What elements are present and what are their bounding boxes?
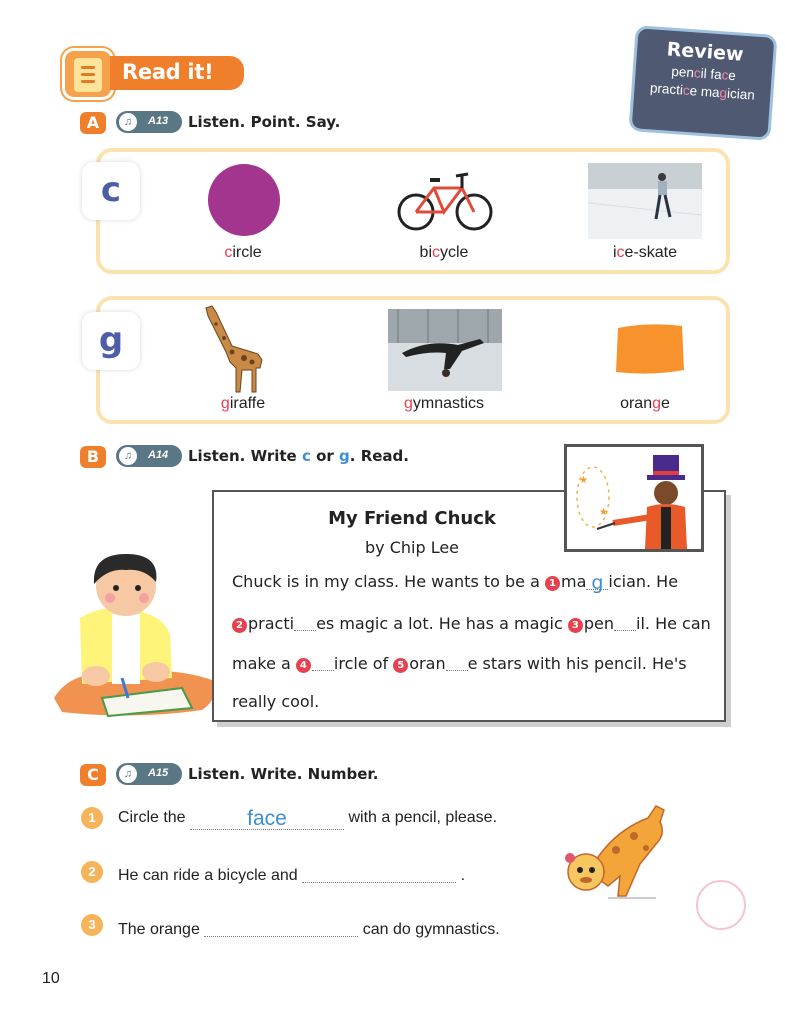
pink-circle-decoration <box>696 880 746 930</box>
blank-1-answer[interactable]: g <box>586 572 608 590</box>
review-highlight: c <box>721 67 729 83</box>
review-highlight: g <box>719 85 728 101</box>
ice-skate-image <box>588 163 702 239</box>
sentence-text: Circle the <box>118 809 186 826</box>
review-title: Review <box>666 38 745 66</box>
review-text: e <box>727 67 737 84</box>
story-text: e stars with his pencil. He's <box>467 654 687 673</box>
section-a-instruction: Listen. Point. Say. <box>188 113 341 131</box>
blank-number-5: 5 <box>393 658 408 673</box>
story-text: ma <box>560 572 587 591</box>
word-part: ycle <box>440 244 469 261</box>
story-line-2 <box>232 613 711 633</box>
blank-3[interactable] <box>614 613 636 631</box>
audio-button-a15[interactable] <box>116 763 182 785</box>
word-highlight: c <box>616 244 625 261</box>
sentence-text: He can ride a bicycle and <box>118 867 298 884</box>
giraffe-image <box>200 302 272 394</box>
word-part: ircle <box>232 244 262 261</box>
page-title: Read it! <box>122 60 214 84</box>
word-giraffe <box>168 395 318 413</box>
story-text: make a <box>232 654 296 673</box>
word-part: i <box>612 244 617 261</box>
word-highlight: g <box>220 395 230 412</box>
word-part: iraffe <box>229 395 266 412</box>
story-text: practi <box>248 614 295 633</box>
magician-illustration <box>567 447 701 549</box>
sentence-text: can do gymnastics. <box>362 921 500 938</box>
word-highlight: g <box>403 395 413 412</box>
blank-number-1: 1 <box>545 576 560 591</box>
word-bicycle <box>369 244 519 262</box>
item-2-answer[interactable] <box>302 863 456 883</box>
sentence-text: . <box>460 867 466 884</box>
blank-5[interactable] <box>446 653 468 671</box>
gymnastics-image <box>388 309 502 391</box>
story-line-3 <box>232 653 687 673</box>
speaker-icon: ♫ <box>119 113 137 131</box>
orange-color-image <box>612 322 686 376</box>
instruction-text: Listen. Write <box>188 447 302 465</box>
story-title: My Friend Chuck <box>328 508 496 529</box>
item-number-3: 3 <box>81 914 103 936</box>
item-2-sentence <box>118 863 465 885</box>
word-part: bi <box>419 244 432 261</box>
audio-code: A13 <box>148 115 169 127</box>
bicycle-image <box>396 166 494 234</box>
read-icon <box>62 48 114 100</box>
section-a-badge: A <box>80 112 106 134</box>
word-gymnastics <box>369 395 519 413</box>
word-highlight: c <box>432 244 440 261</box>
audio-button-a13[interactable] <box>116 111 182 133</box>
word-highlight: c <box>224 244 233 261</box>
magician-picture-frame <box>564 444 704 552</box>
word-ice-skate <box>570 244 720 262</box>
word-highlight: g <box>652 395 662 412</box>
boy-writing-illustration <box>52 548 222 720</box>
svg-text:★: ★ <box>599 507 608 518</box>
story-text: Chuck is in my class. He wants to be a <box>232 572 545 591</box>
blank-number-4: 4 <box>296 658 311 673</box>
section-b-badge: B <box>80 446 106 468</box>
item-1-answer[interactable]: face <box>190 810 344 830</box>
audio-button-a14[interactable] <box>116 445 182 467</box>
review-text: pen <box>670 63 695 81</box>
audio-code: A15 <box>148 767 169 779</box>
item-number-2: 2 <box>81 861 103 883</box>
blank-number-2: 2 <box>232 618 247 633</box>
section-b-instruction <box>188 447 409 465</box>
review-highlight: c <box>682 82 691 99</box>
instruction-text: or <box>310 447 340 465</box>
letter-card-g: g <box>82 312 140 370</box>
audio-code: A14 <box>148 449 169 461</box>
review-text: il fa <box>700 65 723 83</box>
review-text: practi <box>649 80 684 98</box>
speaker-icon: ♫ <box>119 447 137 465</box>
review-text: e ma <box>689 83 721 101</box>
section-c-badge: C <box>80 764 106 786</box>
word-orange <box>570 395 720 413</box>
letter-card-c: c <box>82 162 140 220</box>
word-part: oran <box>620 395 653 412</box>
instruction-letter-c: c <box>301 447 311 465</box>
blank-4[interactable] <box>312 653 334 671</box>
circle-image <box>206 162 282 238</box>
sentence-text: with a pencil, please. <box>348 809 498 826</box>
blank-2[interactable] <box>294 613 316 631</box>
instruction-letter-g: g <box>339 447 350 465</box>
item-3-sentence <box>118 917 500 939</box>
cartoon-giraffe-illustration <box>556 800 686 910</box>
svg-text:★: ★ <box>579 475 588 486</box>
review-text: ician <box>726 85 756 103</box>
section-c-instruction: Listen. Write. Number. <box>188 765 379 783</box>
story-text: ician. He <box>608 572 679 591</box>
story-text: pen <box>583 614 615 633</box>
story-text: il. He can <box>636 614 711 633</box>
item-3-answer[interactable] <box>204 917 358 937</box>
sentence-text: The orange <box>118 921 200 938</box>
instruction-text: . Read. <box>349 447 409 465</box>
story-text: ircle of <box>333 654 394 673</box>
word-part: ymnastics <box>412 395 485 412</box>
item-number-1: 1 <box>81 807 103 829</box>
page-number: 10 <box>42 970 60 987</box>
item-1-sentence <box>118 809 497 830</box>
speaker-icon: ♫ <box>119 765 137 783</box>
story-text: oran <box>409 654 446 673</box>
review-highlight: c <box>693 65 702 81</box>
review-box <box>628 25 777 141</box>
word-circle <box>168 244 318 262</box>
story-text: es magic a lot. He has a magic <box>316 614 568 633</box>
word-part: e-skate <box>624 244 678 261</box>
blank-number-3: 3 <box>568 618 583 633</box>
story-line-1 <box>232 572 679 594</box>
word-part: e <box>661 395 670 412</box>
story-author: by Chip Lee <box>364 538 460 557</box>
story-line-4: really cool. <box>232 692 320 711</box>
